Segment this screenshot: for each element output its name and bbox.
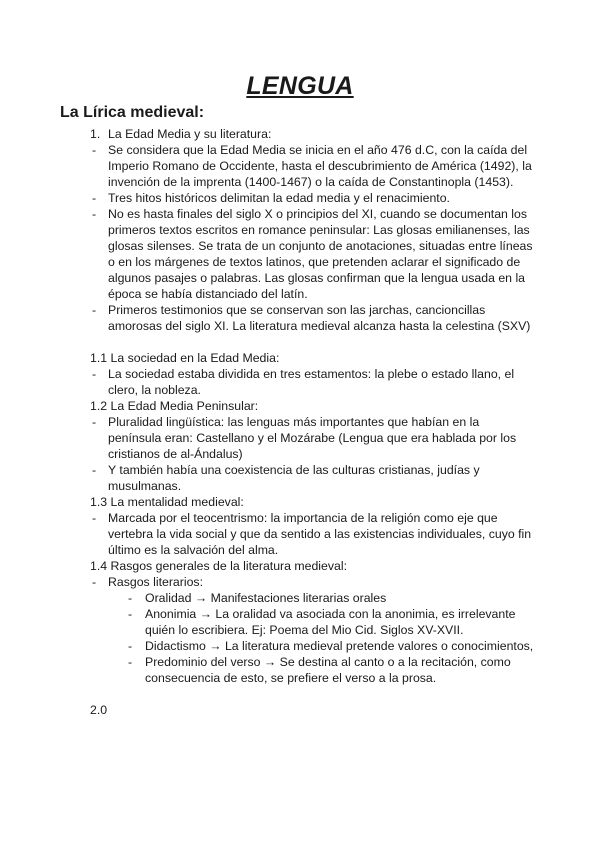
sub-bullet-line: quién lo escribiera. Ej: Poema del Mio Cid. Siglos XV-XVII. <box>145 623 464 637</box>
bullet-line: vertebra la vida social y que da sentido a las existencias individuales, cuyo fin <box>108 527 532 541</box>
bullet-line: península eran: Castellano y el Mozárabe (Lengua que era hablada por los <box>108 431 517 445</box>
bullet-line: Primeros testimonios que se conservan son las jarchas, cancioncillas <box>108 303 486 317</box>
section-1-label: La Edad Media y su literatura: <box>108 127 272 141</box>
bullet-line: primeros textos escritos en romance peninsular: Las glosas emilianenses, las <box>108 223 530 237</box>
bullet-line: algunos pasajes o palabras. Las glosas confirman que la lengua usada en la <box>108 271 526 285</box>
sub-bullet-line: Predominio del verso → Se destina al canto o a la recitación, como <box>145 655 511 669</box>
bullet-line: Se considera que la Edad Media se inicia en el año 476 d.C, con la caída del <box>108 143 528 157</box>
bullet-marker: - <box>92 511 97 525</box>
sub-bullet-line: consecuencia de esto, se prefiere el verso a la prosa. <box>145 671 437 685</box>
section-heading: La Lírica medieval: <box>60 104 205 121</box>
section-1-number: 1. <box>90 127 101 141</box>
bullet-line: Tres hitos históricos delimitan la edad media y el renacimiento. <box>108 191 450 205</box>
bullet-marker: - <box>92 303 97 317</box>
bullet-marker: - <box>92 415 97 429</box>
bullet-line: clero, la nobleza. <box>108 383 201 397</box>
bullet-line: Pluralidad lingüística: las lenguas más importantes que habían en la <box>108 415 480 429</box>
sub-bullet-line: Anonimia → La oralidad va asociada con la anonimia, es irrelevante <box>145 607 516 621</box>
bullet-line: Imperio Romano de Occidente, hasta el descubrimiento de América (1492), la <box>108 159 532 173</box>
bullet-marker: - <box>92 191 97 205</box>
sub-bullet-line: Didactismo → La literatura medieval pretende valores o conocimientos, <box>145 639 534 653</box>
bullet-line: La sociedad estaba dividida en tres estamentos: la plebe o estado llano, el <box>108 367 515 381</box>
sub-bullet-marker: - <box>128 655 133 669</box>
bullet-line: o en los márgenes de textos latinos, que pretenden aclarar el significado de <box>108 255 521 269</box>
bullet-line: glosas silenses. Se trata de un conjunto de anotaciones, situadas entre líneas <box>108 239 533 253</box>
bullet-marker: - <box>92 143 97 157</box>
bullet-line: último es la salvación del alma. <box>108 543 279 557</box>
bullet-line: Rasgos literarios: <box>108 575 203 589</box>
sub-bullet-line: Oralidad → Manifestaciones literarias orales <box>145 591 387 605</box>
subsection-1-1-label: 1.1 La sociedad en la Edad Media: <box>90 351 280 365</box>
bullet-marker: - <box>92 367 97 381</box>
subsection-1-3-label: 1.3 La mentalidad medieval: <box>90 495 244 509</box>
section-2-label: 2.0 <box>90 703 108 717</box>
bullet-line: cristianos de al-Ándalus) <box>108 447 243 461</box>
bullet-marker: - <box>92 207 97 221</box>
bullet-line: invención de la imprenta (1400-1467) o la caída de Constantinopla (1453). <box>108 175 514 189</box>
page-title: LENGUA <box>246 72 354 100</box>
sub-bullet-marker: - <box>128 607 133 621</box>
subsection-1-2-label: 1.2 La Edad Media Peninsular: <box>90 399 259 413</box>
bullet-line: amorosas del siglo XI. La literatura medieval alcanza hasta la celestina (SXV) <box>108 319 531 333</box>
bullet-line: época se había distanciado del latín. <box>108 287 308 301</box>
bullet-line: musulmanas. <box>108 479 182 493</box>
subsection-1-4-label: 1.4 Rasgos generales de la literatura medieval: <box>90 559 348 573</box>
bullet-line: Y también había una coexistencia de las culturas cristianas, judías y <box>108 463 480 477</box>
sub-bullet-marker: - <box>128 591 133 605</box>
sub-bullet-marker: - <box>128 639 133 653</box>
bullet-marker: - <box>92 575 97 589</box>
bullet-line: Marcada por el teocentrismo: la importancia de la religión como eje que <box>108 511 498 525</box>
bullet-marker: - <box>92 463 97 477</box>
bullet-line: No es hasta finales del siglo X o principios del XI, cuando se documentan los <box>108 207 528 221</box>
